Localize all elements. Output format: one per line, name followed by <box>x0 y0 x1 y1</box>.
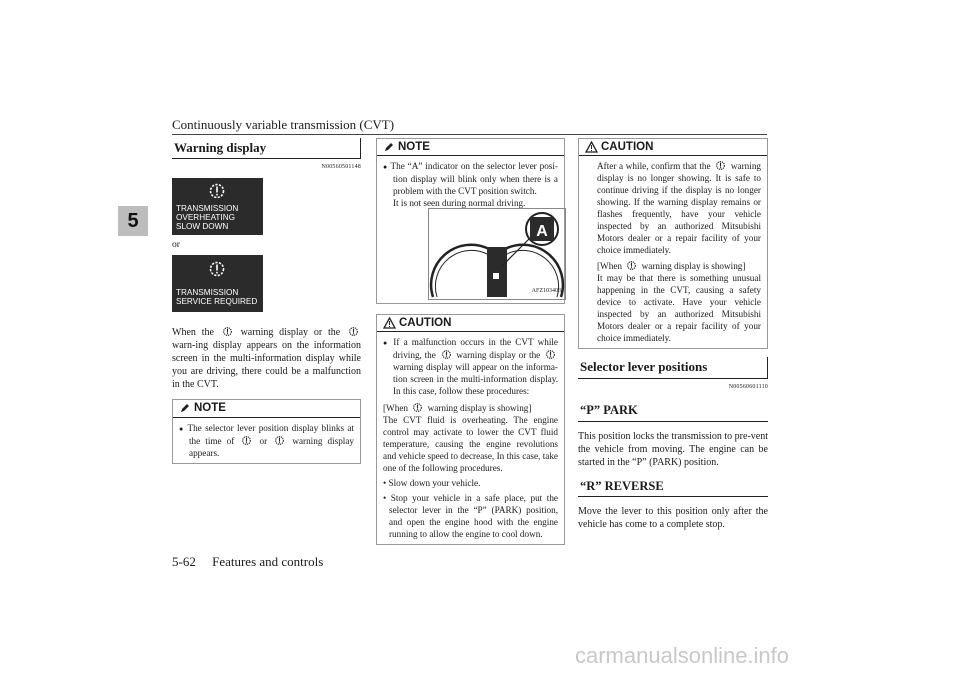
page-header-title: Continuously variable transmission (CVT) <box>172 117 395 132</box>
page-footer <box>172 554 323 570</box>
note-pencil-icon <box>179 402 191 414</box>
when-text: warning display is showing] <box>427 403 532 414</box>
caution-text: If a malfunction occurs in the CVT while driving, the <box>393 337 559 361</box>
svg-text:A: A <box>536 223 548 240</box>
step-stop-vehicle: • Stop your vehicle in a safe place, put the selector lever in the “P” (PARK) position, and open the engine hood with the engine running to allow the engine to cool down. <box>383 493 558 540</box>
section-code: N00560501148 <box>321 164 361 171</box>
park-text: This position locks the transmission to pre-vent the vehicle from moving. The engine can be started in the “P” (PARK) position. <box>578 430 768 468</box>
img2-line: SERVICE REQUIRED <box>176 297 258 307</box>
step-slow-down: • Slow down your vehicle. <box>383 478 481 489</box>
page-section: Features and controls <box>212 554 324 569</box>
caution-text: warning display or the <box>456 350 541 361</box>
reverse-title: “R” REVERSE <box>578 477 768 497</box>
selector-display-figure <box>428 208 566 300</box>
when-overheating <box>383 402 558 414</box>
warning-paragraph <box>172 326 361 391</box>
when-text: warning display is showing] <box>641 261 746 272</box>
gear-warning-icon <box>241 435 252 446</box>
note-bullet: ● The selector lever position display blinks at the time of or warning display appears. <box>179 422 355 458</box>
para-text: warn-ing display appears on the information screen in the multi-information display while you are driving, there could be a malfunction in the CVT. <box>172 340 361 391</box>
note-text: warning display appears. <box>189 435 355 458</box>
overheating-text: The CVT fluid is overheating. The engine control may activate to lower the CVT fluid temperature, causing the engine revolutions and vehicle speed to decrease, In this case, take one of the following procedures. <box>383 415 558 474</box>
note-bullet: ● The “A” indicator on the selector lever posi-tion display will blink only when there is a problem with the CVT position switch. It is not seen during normal driving. <box>383 161 558 209</box>
gear-warning-icon <box>207 181 227 201</box>
when-text: [When <box>383 403 408 414</box>
img1-line: SLOW DOWN <box>176 221 229 231</box>
note-text: The “A” indicator on the selector lever posi-tion display will blink only when there is a problem with the CVT position switch. <box>390 161 558 197</box>
caution-triangle-icon <box>585 141 598 153</box>
overheating-lines <box>176 204 238 231</box>
park-title: “P” PARK <box>578 401 768 421</box>
when-service-required <box>585 260 761 272</box>
note-pencil-icon <box>383 141 395 153</box>
reverse-text: Move the lever to this position only after the vehicle has come to a complete stop. <box>578 506 768 531</box>
gear-exclamation-icon <box>274 435 285 446</box>
header-rule <box>172 134 767 135</box>
caution-bullet: ● If a malfunction occurs in the CVT while driving, the warning display or the warning display will appear on the informa-tion screen in the multi-information display. In this case, follow these procedures: <box>383 337 559 397</box>
column-right <box>578 138 768 531</box>
caution-text: warning display is no longer showing. It is safe to continue driving if the display is no longer showing. If the warning display remains or flashes frequently, have your vehicle inspected by an authorized Mitsubishi Motors dealer or a repair facility of your choice immediately. <box>597 161 762 256</box>
note-box-middle <box>376 138 565 304</box>
caution-text: warning display will appear on the informa-tion screen in the multi-information display. In this case, follow these procedures: <box>393 362 558 397</box>
when-text: [When <box>597 261 622 272</box>
transmission-service-image <box>172 255 263 312</box>
section-title-selector-lever: Selector lever positions <box>578 357 768 378</box>
caution-text: After a while, confirm that the <box>597 161 711 172</box>
gear-exclamation-icon <box>626 260 637 271</box>
caution-label: CAUTION <box>601 141 654 153</box>
note-heading <box>377 139 564 156</box>
gear-warning-icon <box>715 160 726 171</box>
caution-continued <box>585 160 761 256</box>
img1-line: TRANSMISSION <box>176 203 239 213</box>
column-left <box>172 138 361 464</box>
gear-warning-icon <box>412 402 423 413</box>
caution-label: CAUTION <box>399 317 452 329</box>
para-text: warning display or the <box>240 327 341 339</box>
figure-code: AFZ103403 <box>531 287 561 294</box>
img2-line: TRANSMISSION <box>176 288 239 298</box>
gear-exclamation-icon <box>545 349 556 360</box>
section-title-warning-display: Warning display <box>172 138 361 159</box>
note-heading <box>173 400 360 417</box>
chapter-tab: 5 <box>118 206 148 236</box>
gear-exclamation-icon <box>207 259 227 279</box>
note-label: NOTE <box>398 141 430 153</box>
or-text: or <box>172 238 180 250</box>
note-box-left <box>172 399 361 463</box>
para-text: When the <box>172 327 214 339</box>
watermark: carmanualsonline.info <box>575 643 790 668</box>
note-label: NOTE <box>194 402 226 415</box>
caution-triangle-icon <box>383 317 396 329</box>
gear-warning-icon <box>441 349 452 360</box>
note-text: It is not seen during normal driving. <box>393 198 526 209</box>
note-text: The selector lever position display blinks at the time of <box>187 422 354 446</box>
caution-heading <box>377 315 564 332</box>
caution-box-right <box>578 138 768 349</box>
transmission-overheating-image <box>172 178 263 235</box>
service-required-text: It may be that there is something unusual happening in the CVT, causing a safety device to activate. Have your vehicle inspected by an authorized Mitsubishi Motors dealer or a repair facility of your choice immediately. <box>597 273 761 344</box>
section-code: N00560601110 <box>728 383 768 390</box>
column-middle <box>376 138 565 545</box>
gear-exclamation-icon <box>348 326 359 337</box>
note-text: or <box>259 435 268 446</box>
gear-warning-icon <box>222 326 233 337</box>
caution-heading <box>579 139 767 156</box>
caution-box-middle <box>376 314 565 545</box>
img1-line: OVERHEATING <box>176 212 235 222</box>
service-lines <box>176 288 257 306</box>
page-number: 5-62 <box>172 554 196 569</box>
